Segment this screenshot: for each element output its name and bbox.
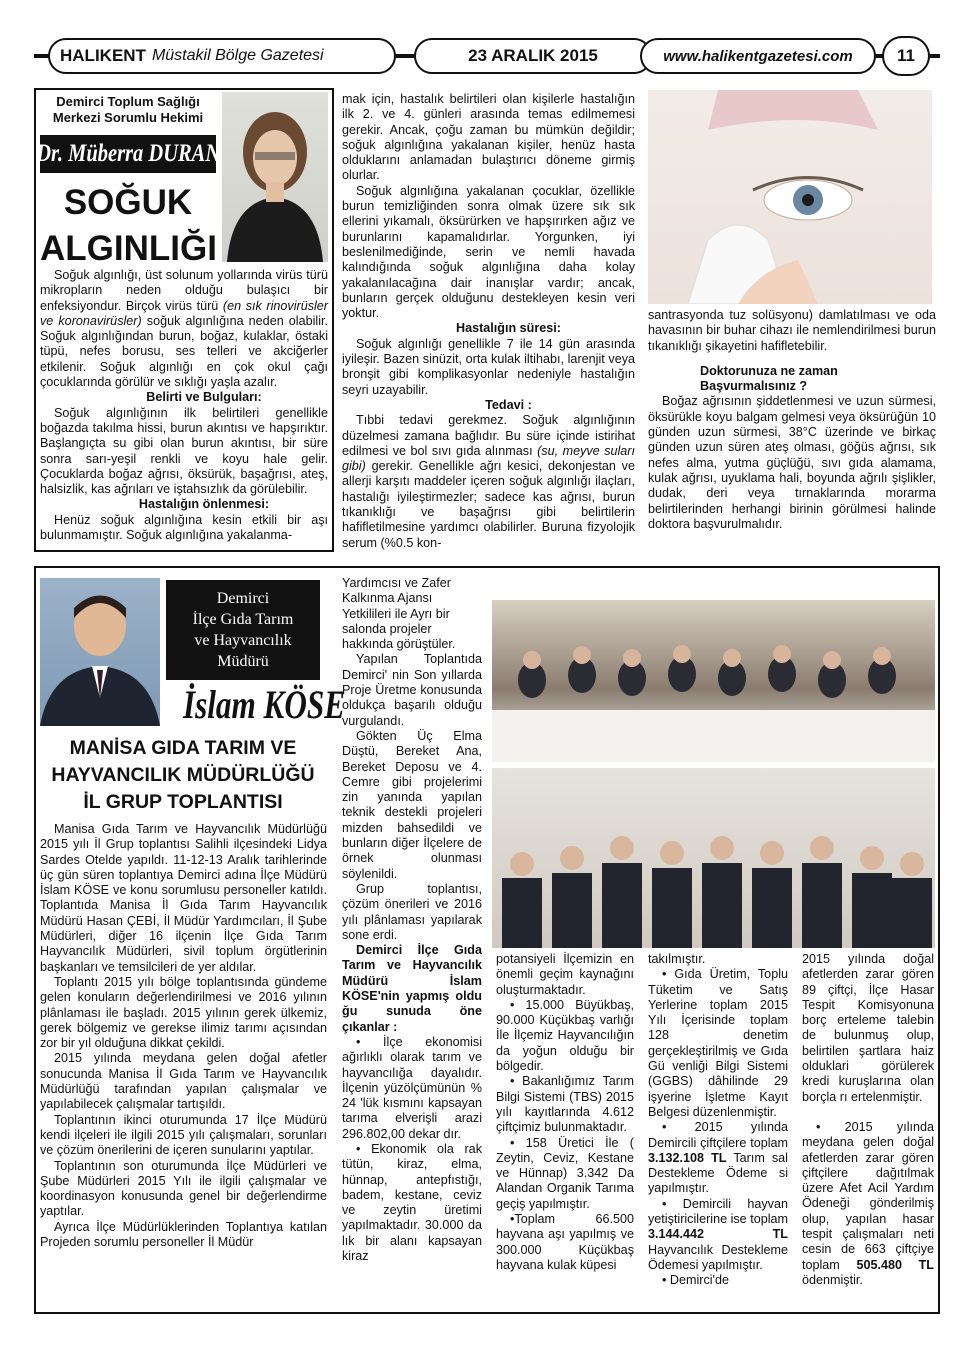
a2c4-p1: takılmıştır.: [648, 952, 706, 966]
paper-name: HALIKENT: [60, 46, 146, 65]
article2-title-line3: İL GRUP TOPLANTISI: [83, 791, 283, 813]
a2c1-p2: Toplantı 2015 yılı bölge toplantısında gündeme gelen konuların değerlendirilmesi ve 2016 yılının plânlaması ile başladı. 2015 yılının gerek ülkemiz, gerek bölgemiz ve gerekse ilimiz tarımı açısından zor bir yıl olduğuna dikkat çekildi.: [40, 974, 327, 1051]
a1c2-heading2: Tedavi :: [485, 397, 532, 412]
a1c1-p2: Soğuk algınlığının ilk belirtileri genellikle boğazda takılma hissi, burun akıntısı ve hapşırıktır. Başlangıçta su gibi olan burun akıntısı, bir süre sonra sarı-yeşil renkli ve koyu hale gelir. Çocuklarda boğaz ağrısı, öksürük, başağrısı, ateş, halsizlik, kas ağrıları ve iştahsızlık da görülebilir.: [40, 405, 328, 497]
page-header: [34, 36, 940, 76]
website-url: www.halikentgazetesi.com: [663, 47, 853, 65]
article2-title-line1: MANİSA GIDA TARIM VE: [69, 737, 297, 759]
a2c4-p4a: • Demircili hayvan yetiştiricilerine ise toplam: [648, 1196, 788, 1227]
a2c3-p2: • 15.000 Büyükbaş, 90.000 Küçükbaş varlığı İle İlçemiz Hayvancılığın da yoğun olduğu bir bölgedir.: [496, 997, 634, 1074]
a2c2-p2: Yapılan Toplantıda Demirci' nin Son yıllarda Proje Üretme konusunda oldukça başarılı olduğu vurgulandı.: [342, 652, 482, 728]
article2-column3: [496, 952, 634, 1273]
a2c5-p1: 2015 yılında doğal afetlerden zarar gören 89 çiftçi, İlçe Hasar Tespit Komisyonuna borç erteleme talebin de bulunmuş olup, belirtilen şartlara haiz olduklari görülerek kredi kuruşlarına olan borçla rı ertelenmiştir.: [802, 952, 934, 1104]
meeting-photo-2: [492, 768, 935, 948]
a1c3-heading1: Doktorunuza ne zaman Başvurmalısınız ?: [700, 363, 838, 394]
a1c3-p2: Boğaz ağrısının şiddetlenmesi ve uzun sürmesi, öksürükle koyu balgam gelmesi veya öksürüğün 10 günden uzun sürmesi, 38°C üzerinde ve birkaç günden uzun süren ateş olması, göğüs ağrısı, sık nefes alma, yutma güçlüğü, sıvı gıda alamama, kulak ağrısı, uyuklama hali, boyunda ağrılı şişlikler, dudak, deri veya tırnaklarında morarma belirtilerinden herhangi birinin görülmesi halinde doktora başvurulmalıdır.: [648, 394, 936, 531]
author-role: [40, 94, 216, 126]
a2c2-p4: Grup toplantısı, çözüm önerileri ve 2016 yılı plânlaması yapılarak sone erdi.: [342, 881, 482, 942]
a2c1-p4: Toplantının ikinci oturumunda 17 İlçe Müdürü kendi ilçeleri ile ilgili 2015 yılı çalışmaları, sorunları ve çözüm önerilerini de içeren sunularını yaptılar.: [40, 1112, 327, 1158]
a2c1-p6: Ayrıca İlçe Müdürlüklerinden Toplantıya katılan Projeden sorumlu personeller İl Müdür: [40, 1219, 327, 1250]
a1c2-p4b: (su, meyve suları gibi): [342, 443, 635, 474]
a2c2-p3: Gökten Üç Elma Düştü, Bereket Ana, Bereket Deposu ve 4. Cemre gibi projelerimi zin yanında yapılan teknik destekli projeleri mizden bahsedildi ve bunların diğer İlçelere de örnek olunması söylenildi.: [342, 728, 482, 881]
a1c2-p4a: Tıbbi tedavi gerekmez. Soğuk algınlığının düzelmesi zamana bağlıdır. Bu süre içinde istirihat edilmesi ve bol sıvı gıda alınması: [342, 413, 635, 458]
a2c4-p3b: 3.132.108 TL: [648, 1150, 727, 1165]
manager-caption-line4: Müdürü: [217, 653, 269, 670]
a2c2-p6: • İlçe ekonomisi ağırlıklı olarak tarım ve hayvancılığa dayalıdır. İlçenin yüzölçümünün % 24 'lük kısmını kapsayan tarıma elverişli arazi 296.802,00 dekar dır.: [342, 1034, 482, 1141]
a2c2-p5: Demirci İlçe Gıda Tarım ve Hayvancılık Müdürü İslam KÖSE'nin yapmış oldu ğu sunuda öne çıkanlar :: [342, 943, 482, 1034]
meeting-photo-1: [492, 600, 935, 762]
paper-subtitle: Müstakil Bölge Gazetesi: [151, 47, 324, 64]
article1-title-line2: ALGINLIĞI: [40, 229, 217, 268]
article1-column2: [342, 92, 635, 551]
manager-photo: [40, 578, 160, 726]
article1-title-line1: SOĞUK: [63, 183, 193, 222]
a1c1-p1b: (en sık rinovirüsler ve koronavirüsler): [40, 298, 328, 328]
a2c2-p7: • Ekonomik ola rak tütün, kiraz, elma, hünnap, antepfıstığı, badem, kestane, ceviz ve zeytin üretimi yapılmaktadır. 30.000 da lık bir alanı kapsayan kiraz: [342, 1141, 482, 1264]
manager-caption-box: [166, 580, 320, 680]
page-number-box: [882, 36, 930, 76]
author-portrait-image: [222, 92, 328, 262]
a1c2-heading1: Hastalığın süresi:: [456, 321, 561, 336]
a2c5-p2a: • 2015 yılında meydana gelen doğal afetlerden zarar gören çiftçilere dağıtılmak üzere Afet Acil Yardım Ödeneği gönderilmiş olup, yapılan hasar tespit çalışmaları neti cesin de 663 çiftçiye toplam: [802, 1119, 934, 1272]
a1c2-p1: mak için, hastalık belirtileri olan kişilerle hastalığın ilk 2. ve 4. günleri arasında temas edilmemesi gerekir. Ancak, çoğu zaman bu mümkün değildir; soğuk algınlığına yakalanan kişiler, henüz hasta olduklarını anlamadan bulaştırıcı döneme girmiş olurlar.: [342, 92, 635, 183]
page-number: 11: [897, 46, 915, 65]
article1-column1: [40, 268, 328, 543]
manager-caption-line2: İlçe Gıda Tarım: [192, 611, 294, 628]
manager-name: İslam KÖSE: [182, 682, 346, 727]
article2-title-line2: HAYVANCILIK MÜDÜRLÜĞÜ: [51, 764, 315, 786]
a2c2-p1: Yardımcısı ve Zafer Kalkınma Ajansı Yetkilileri ile Ayrı bir salonda projeler hakkında görüştüler.: [342, 576, 456, 652]
a1c3-p1: santrasyonda tuz solüsyonu) damlatılması ve oda havasının bir buhar cihazı ile nemlendirilmesi burun tıkanıklığı şikayetini hafifletebilir.: [648, 308, 936, 353]
a2c4-p4c: Hayvancılık Destekleme Ödemesi yapılmıştır.: [648, 1242, 788, 1272]
a1c1-heading2: Hastalığın önlenmesi:: [138, 497, 270, 512]
date-box: [414, 38, 652, 74]
a2c5-p2b: 505.480 TL: [856, 1257, 934, 1272]
a1c2-p4c: gerekir. Genellikle ağrı kesici, dekonjestan ve allerji karşıtı maddeler içeren soğuk algınlığı ilaçları, hastalığı iyileştirmezler; sadece kas ağrısı, burun tıkanıklığı ve başağrısı gibi belirtilerin hafifletilmesine yardımcı olabilirler. Buruna fizyolojik serum (%0.5 kon-: [342, 459, 635, 550]
article2-column2: [342, 576, 482, 1264]
a1c1-p3: Henüz soğuk algınlığına kesin etkili bir aşı bulunmamıştır. Soğuk algınlığına yakalanma-: [40, 512, 328, 543]
article2-column4: [648, 952, 788, 1289]
a2c1-p5: Toplantının son oturumunda İlçe Müdürleri ve Şube Müdürleri 2015 Yılı ile ilgili çalışmalar ve koordinasyon konusunda genel bir değerlendirme yaptılar.: [40, 1158, 327, 1219]
a2c1-p1: Manisa Gıda Tarım ve Hayvancılık Müdürlüğü 2015 yılı İl Grup toplantısı Salihli ilçesindeki Lidya Sardes Otelde yapıldı. 11-12-13 Aralık tarihlerinde üç gün süren toplantıya Demirci adına İlçe Müdürü İslam KÖSE ve konu sorumlusu personeller katıldı. Toplantıda Manisa İl Gıda Tarım Hayvancılık Müdürü Hasan ÇEBİ, İl Müdür Yardımcıları, İl Şube Müdürleri, diğer 16 ilçenin İlçe Gıda Tarım Hayvancılık Müdürleri, sivil toplum örgütlerinin başkanları ve temsilcileri de yer aldılar.: [40, 822, 327, 974]
a2c4-p5: • Demirci'de: [662, 1273, 729, 1288]
a2c4-p3c: Tarım sal Destekleme Ödeme si yapılmıştır.: [648, 1150, 788, 1196]
a1c2-p3: Soğuk algınlığı genellikle 7 ile 14 gün arasında iyileşir. Bazen sinüzit, orta kulak iltihabı, larenjit veya bronşit gibi komplikasyonlar nedeniyle hastalığın seyri uzayabilir.: [342, 336, 635, 397]
issue-date: 23 ARALIK 2015: [468, 46, 598, 65]
tissue-eye-image: [648, 90, 932, 304]
cold-illustration-photo: [648, 90, 932, 304]
article2-column5: [802, 952, 934, 1288]
paper-name-box: [48, 38, 396, 74]
author-role-line2: Merkezi Sorumlu Hekimi: [52, 110, 204, 125]
a2c4-p2: • Gıda Üretim, Toplu Tüketim ve Satış Yerlerine toplam 2015 Yılı İçerisinde toplam 128 denetim gerçekleştirilmiş ve Gıda Gü venliği Bilgi Sistemi (GGBS) dâhilinde 29 işyerine İşletme Kayıt Belgesi düzenlenmiştir.: [648, 967, 788, 1119]
a1c1-heading1: Belirti ve Bulguları:: [146, 390, 262, 405]
a1c1-p1a: Soğuk algınlığı, üst solunum yollarında virüs türü mikropların neden olduğu bulaşıcı bir enfeksiyondur. Birçok virüs türü: [40, 268, 328, 313]
a2c4-p3a: • 2015 yılında Demircili çiftçilere toplam: [648, 1120, 788, 1150]
a1c1-p1c: soğuk algınlığına neden olabilir. Soğuk algınlığından burun, boğaz, kulaklar, östaki tüpü, nefes borusu, ses telleri ve akciğerler etkilenir. Soğuk algınlığı en çok okul çağı çocuklarında görülür ve sıklığı yaşla azalır.: [40, 313, 328, 390]
website-box: [640, 38, 876, 74]
a2c1-p3: 2015 yılında meydana gelen doğal afetler sonucunda Manisa İl Gıda Tarım ve Hayvancılık Müdürlüğü tarafından yapılan çalışmalar ve yapılabilecek çalışmalar tartışıldı.: [40, 1051, 327, 1112]
article2-column1: [40, 822, 327, 1250]
manager-caption-line3: ve Hayvancılık: [194, 632, 292, 649]
a1c2-p2: Soğuk algınlığına yakalanan çocuklar, özellikle burun temizliğinden sonra olmak üzere sık sık ellerini yıkamalı, öksürürken ve hapşırırken ağız ve burunlarını kapamalıdırlar. Yorgunken, iyi beslenilmediğinde, serin ve nemli havada kalındığında soğuk algınlığına daha kolay yakalanılacağına dair inanışlar vardır; ancak, bunların gerçek olduğunu destekleyen kesin veri yoktur.: [342, 183, 635, 321]
a2c4-p4b: 3.144.442 TL: [648, 1227, 788, 1242]
a2c3-p1: potansiyeli İlçemizin en önemli geçim kaynağını oluşturmaktadır.: [496, 952, 634, 997]
group-photo-image-2: [492, 768, 935, 948]
manager-portrait-image: [40, 578, 160, 726]
a2c3-p4: • 158 Üretici İle ( Zeytin, Ceviz, Kestane ve Hünnap) 3.342 Da Alandan Organik Tarıma geçiş yapılmıştır.: [496, 1135, 634, 1211]
author-photo: [222, 92, 328, 262]
conference-room-image-1: [492, 600, 935, 762]
manager-caption-line1: Demirci: [216, 590, 270, 607]
a2c3-p5: •Toplam 66.500 hayvana aşı yapılmış ve 300.000 Küçükbaş hayvana kulak küpesi: [496, 1212, 634, 1272]
article2-title: [40, 735, 326, 816]
author-name: Dr. Müberra DURAN: [36, 140, 220, 167]
a2c5-p2c: ödenmiştir.: [802, 1272, 863, 1287]
author-name-box: [36, 135, 220, 173]
a2c3-p3: • Bakanlığımız Tarım Bilgi Sistemi (TBS) 2015 yılı kayıtlarında 4.612 çiftçimiz bulunmaktadır.: [496, 1074, 634, 1135]
article1-title: [40, 180, 216, 272]
article1-column3: [648, 308, 936, 532]
author-role-line1: Demirci Toplum Sağlığı: [56, 94, 200, 109]
